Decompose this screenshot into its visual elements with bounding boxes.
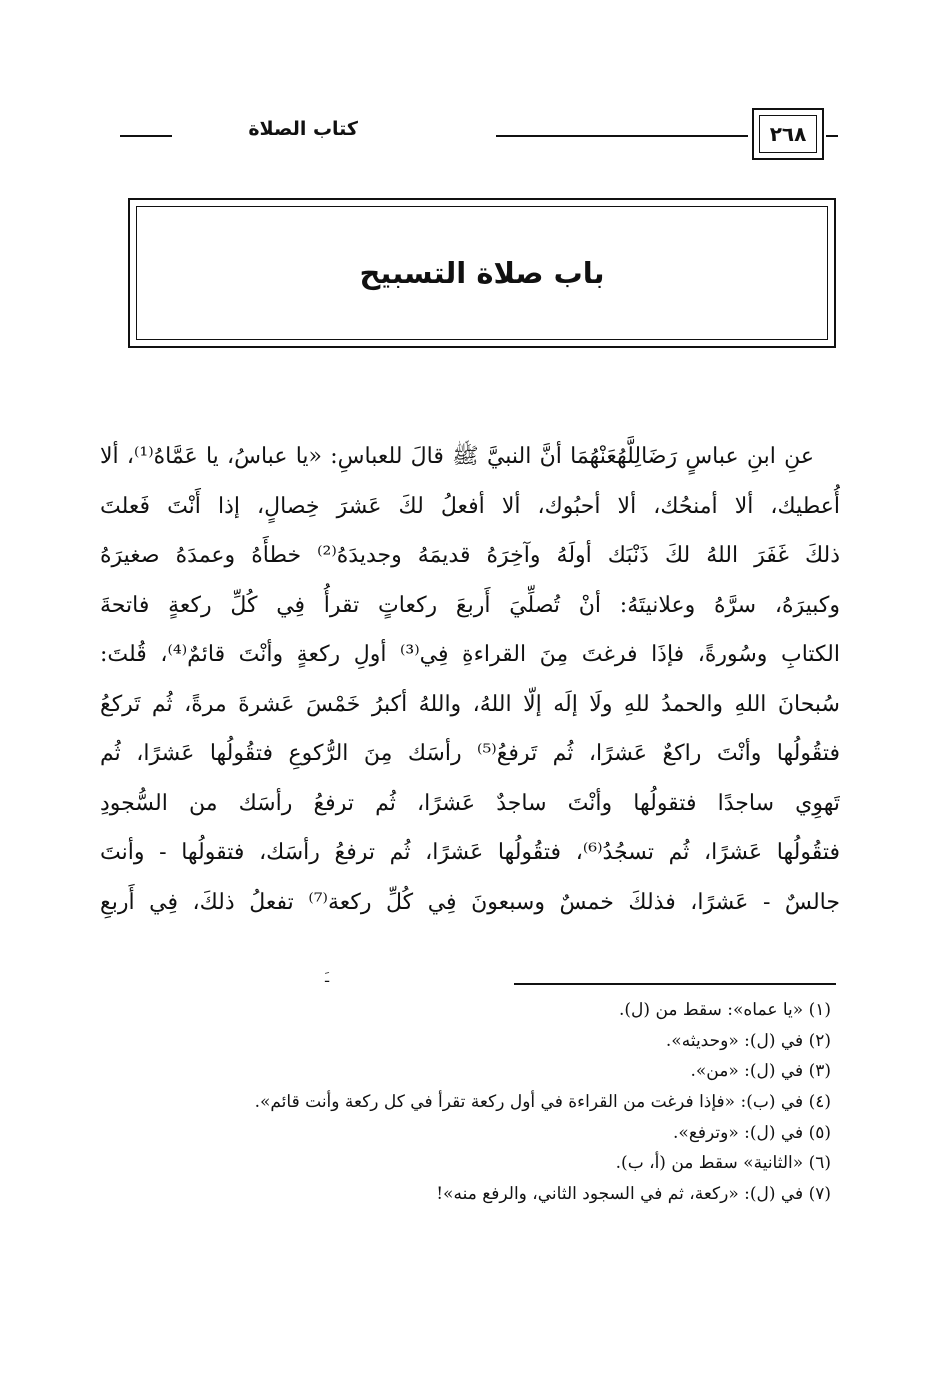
footnote: (٦) «الثانية» سقط من (أ، ب). bbox=[615, 1153, 831, 1174]
footnotes bbox=[131, 995, 831, 1210]
running-title: كتاب الصلاة bbox=[248, 118, 358, 140]
chapter-title: باب صلاة التسبيح bbox=[359, 256, 605, 290]
footnote: (١) «يا عماه»: سقط من (ل). bbox=[619, 1000, 831, 1020]
page-number: ٢٦٨ bbox=[759, 115, 817, 153]
footnote: (٤) في (ب): «فإذا فرغت من القراءة في أول ركعة تقرأ في كل ركعة وأنت قائم». bbox=[254, 1092, 831, 1113]
footnote: (٥) في (ل): «وترفع». bbox=[673, 1122, 831, 1143]
continuation-mark: ـَ bbox=[325, 970, 330, 986]
body-line: فتقُولُها وأنْتَ راكعٌ عَشرًا، ثُم تَرفعُ⁽⁵⁾ رأسَك مِنَ الرُّكوعِ فتقُولُها عَشرًا، ثُم bbox=[100, 741, 840, 766]
body-line: فتقُولُها عَشرًا، ثُم تسجُدُ⁽⁶⁾، فتقُولُها عَشرًا، ثُم ترفعُ رأسَك، فتقولُها - وأنتَ bbox=[100, 840, 840, 865]
footnote-separator bbox=[514, 983, 836, 985]
body-line: تَهوِي ساجدًا فتقولُها وأنْتَ ساجدٌ عَشرًا، ثُم ترفعُ رأسَك من السُّجودِ bbox=[100, 790, 840, 816]
body-line: وكبيرَهُ، سرَّهُ وعلانيتَهُ: أنْ تُصلِّيَ أَربعَ ركعاتٍ تقرأُ فِي كُلِّ ركعةٍ فاتحةَ bbox=[100, 592, 840, 618]
header-rule-left bbox=[120, 135, 172, 137]
body-line: ذلكَ غَفَرَ اللهُ لكَ ذَنْبَك أولَهُ وآخِرَهُ قديمَهُ وجديدَهُ⁽²⁾ خطأَهُ وعمدَهُ صغيرَهُ bbox=[100, 543, 840, 568]
body-line: عنِ ابنِ عباسٍ رَضَالِلَّهُعَنْهُمَا أنَّ النبيَّ ﷺ قالَ للعباسِ: «يا عباسُ، يا عَمَّاهُ⁽¹⁾، ألا bbox=[100, 444, 814, 469]
footnote: (٣) في (ل): «من». bbox=[690, 1061, 831, 1082]
footnote: (٧) في (ل): «ركعة، ثم في السجود الثاني، والرفع منه»! bbox=[436, 1184, 831, 1205]
running-header bbox=[120, 108, 838, 164]
body-text bbox=[100, 432, 840, 927]
header-rule-middle bbox=[496, 135, 748, 137]
body-line: أُعطيك، ألا أمنحُك، ألا أحبُوك، ألا أفعلُ لكَ عَشرَ خِصالٍ، إذا أَنْتَ فَعلتَ bbox=[100, 493, 840, 519]
body-line: جالسٌ - عَشرًا، فذلكَ خمسٌ وسبعونَ فِي كُلِّ ركعة⁽⁷⁾ تفعلُ ذلكَ، فِي أَربعِ bbox=[100, 889, 840, 915]
header-rule-right bbox=[826, 135, 838, 137]
chapter-title-frame bbox=[128, 198, 836, 348]
body-line: الكتابِ وسُورةً، فإذَا فرغتَ مِنَ القراءةِ فِي⁽³⁾ أولِ ركعةٍ وأنْتَ قائمٌ⁽⁴⁾، قُلتَ: bbox=[100, 642, 840, 667]
footnote: (٢) في (ل): «وحديثه». bbox=[665, 1030, 831, 1051]
body-line: سُبحانَ اللهِ والحمدُ للهِ ولَا إلَه إلّا اللهُ، واللهُ أكبرُ خَمْسَ عَشرةَ مرةً، ثُم تَركعُ bbox=[100, 691, 840, 717]
chapter-title-inner-frame bbox=[136, 206, 828, 340]
page-number-box bbox=[752, 108, 824, 160]
